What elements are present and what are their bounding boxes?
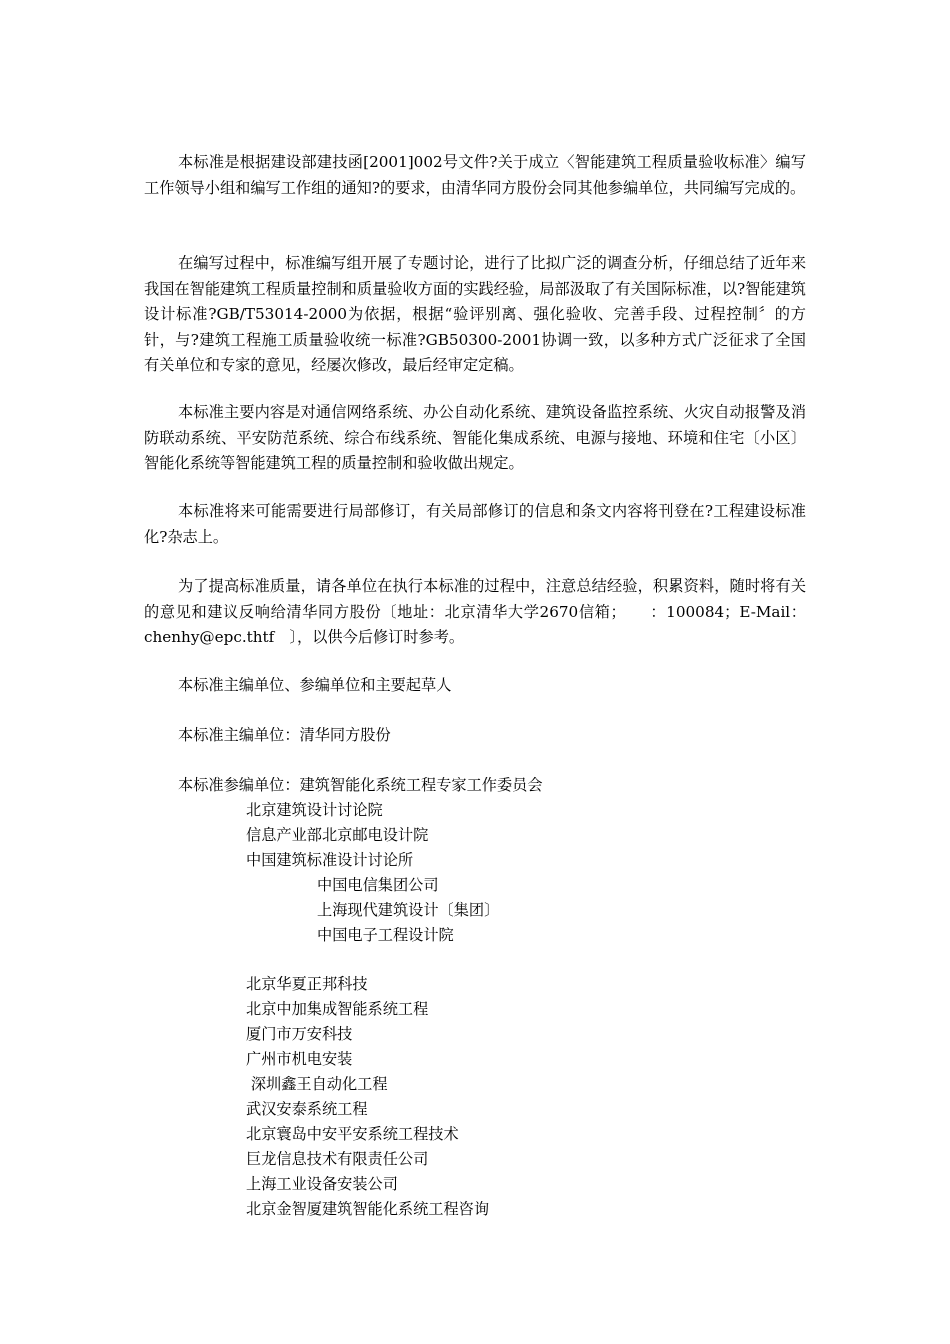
paragraph-feedback: 为了提高标准质量，请各单位在执行本标准的过程中，注意总结经验，积累资料，随时将有关的意见和建议反响给清华同方股份〔地址：北京清华大学2670信箱； ：100084；E-Mail：chenhy@epc.thtf 〕，以供今后修订时参考。 <box>144 577 806 646</box>
paragraph-origin: 本标准是根据建设部建技函[2001]002号文件?关于成立〈智能建筑工程质量验收标准〉编写工作领导小组和编写工作组的通知?的要求，由清华同方股份会同其他参编单位，共同编写完成的。 <box>144 153 806 197</box>
unit-item: 北京建筑设计讨论院 <box>246 801 383 819</box>
unit-item: 北京华夏正邦科技 <box>246 975 368 993</box>
unit-item: 中国电信集团公司 <box>317 876 439 894</box>
unit-item: 深圳鑫王自动化工程 <box>246 1075 388 1093</box>
unit-item: 信息产业部北京邮电设计院 <box>246 826 429 844</box>
unit-item: 武汉安泰系统工程 <box>246 1100 368 1118</box>
unit-item: 北京金智厦建筑智能化系统工程咨询 <box>246 1200 489 1218</box>
chief-unit: 本标准主编单位：清华同方股份 <box>178 726 391 744</box>
unit-item: 厦门市万安科技 <box>246 1025 353 1043</box>
unit-item: 北京中加集成智能系统工程 <box>246 1000 429 1018</box>
unit-item: 北京寰岛中安平安系统工程技术 <box>246 1125 459 1143</box>
section-title: 本标准主编单位、参编单位和主要起草人 <box>178 676 452 694</box>
participant-label: 本标准参编单位：建筑智能化系统工程专家工作委员会 <box>178 776 543 794</box>
unit-item: 巨龙信息技术有限责任公司 <box>246 1150 429 1168</box>
unit-item: 上海现代建筑设计〔集团〕 <box>317 901 500 919</box>
paragraph-process: 在编写过程中，标准编写组开展了专题讨论，进行了比拟广泛的调查分析，仔细总结了近年来我国在智能建筑工程质量控制和质量验收方面的实践经验，局部汲取了有关国际标准，以?智能建筑设计标准?GB/T53014-2000为依据，根据“验评别离、强化验收、完善手段、过程控制〞的方针，与?建筑工程施工质量验收统一标准?GB50300-2001协调一致，以多种方式广泛征求了全国有关单位和专家的意见，经屡次修改，最后经审定定稿。 <box>144 254 806 374</box>
unit-item: 中国电子工程设计院 <box>317 926 454 944</box>
paragraph-contents: 本标准主要内容是对通信网络系统、办公自动化系统、建筑设备监控系统、火灾自动报警及消防联动系统、平安防范系统、综合布线系统、智能化集成系统、电源与接地、环境和住宅〔小区〕智能化系统等智能建筑工程的质量控制和验收做出规定。 <box>144 403 806 472</box>
paragraph-revision: 本标准将来可能需要进行局部修订，有关局部修订的信息和条文内容将刊登在?工程建设标准化?杂志上。 <box>144 502 806 546</box>
unit-item: 上海工业设备安装公司 <box>246 1175 398 1193</box>
unit-item: 广州市机电安装 <box>246 1050 353 1068</box>
unit-item: 中国建筑标准设计讨论所 <box>246 851 414 869</box>
